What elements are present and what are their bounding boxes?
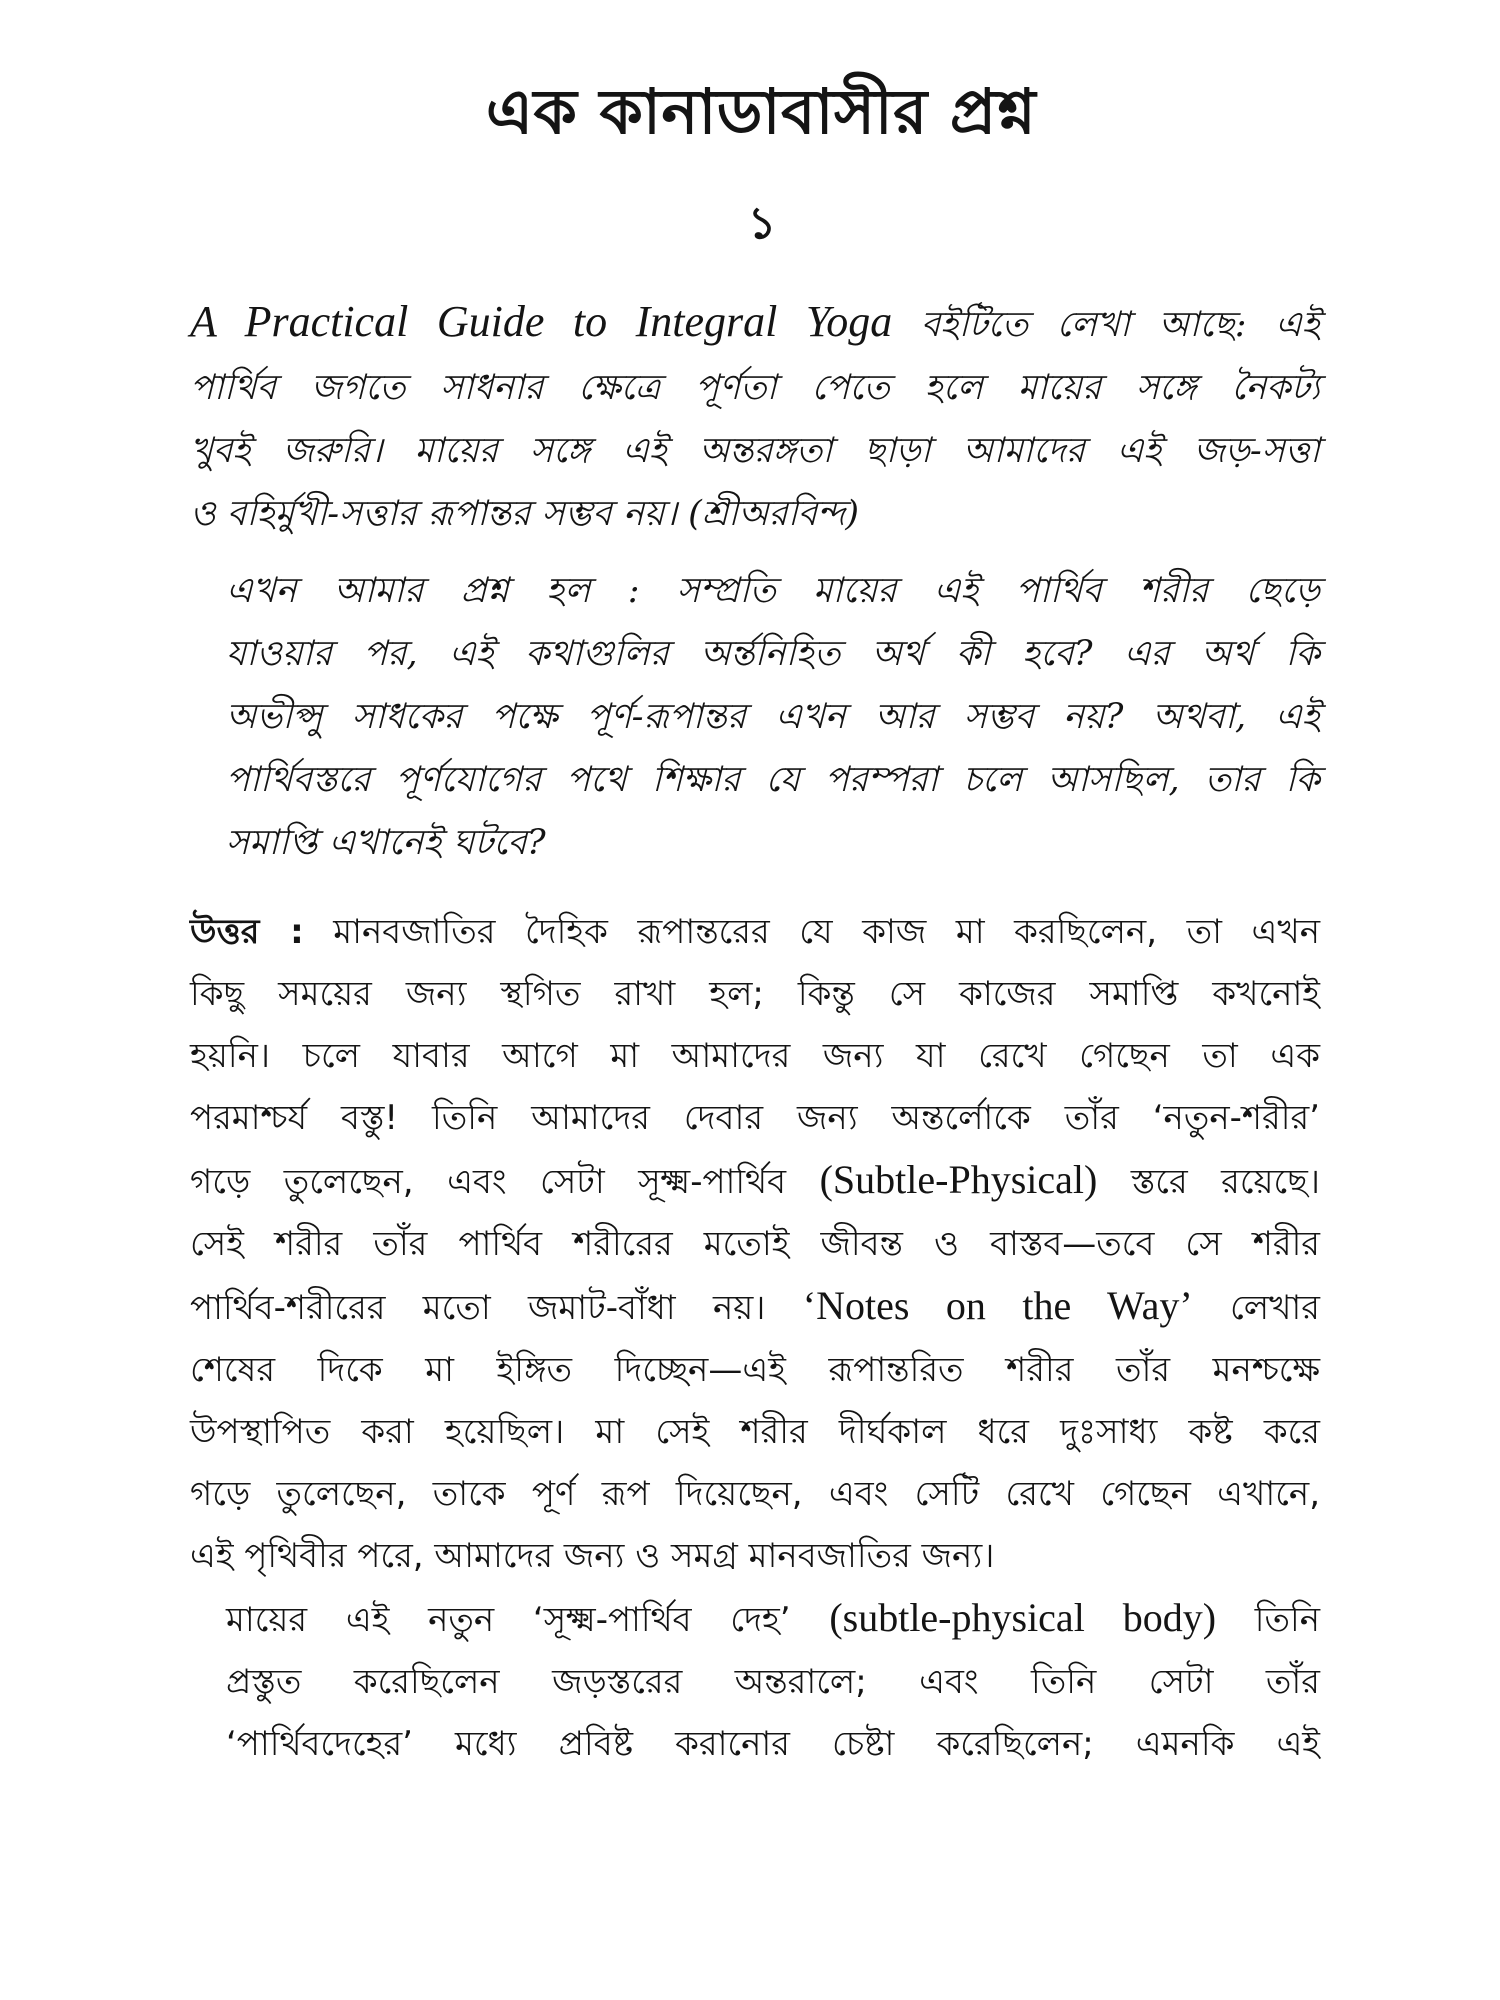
answer-line bbox=[190, 1587, 1320, 1651]
answer-line bbox=[190, 1275, 1320, 1339]
question-paragraph-1 bbox=[190, 290, 1320, 546]
answer-text: মানবজাতির দৈহিক রূপান্তরের যে কাজ মা করছিলেন, তা এখন bbox=[303, 912, 1320, 952]
question-line: এখন আমার প্রশ্ন হল : সম্প্রতি মায়ের এই পার্থিব শরীর ছেড়ে bbox=[226, 571, 1320, 611]
answer-label: উত্তর : bbox=[190, 912, 304, 952]
question-paragraph-2 bbox=[190, 560, 1320, 875]
english-book-title: ‘Notes on the Way’ bbox=[802, 1283, 1193, 1328]
answer-text: তিনি bbox=[1216, 1600, 1320, 1640]
answer-line: সেই শরীর তাঁর পার্থিব শরীরের মতোই জীবন্ত ও বাস্তব—তবে সে শরীর bbox=[190, 1224, 1320, 1264]
question-line: সমাপ্তি এখানেই ঘটবে? bbox=[226, 823, 546, 863]
question-line: অভীপ্সু সাধকের পক্ষে পূর্ণ-রূপান্তর এখন আর সম্ভব নয়? অথবা, এই bbox=[226, 697, 1320, 737]
section-number: ১ bbox=[747, 198, 777, 249]
book-title-english: A Practical Guide to Integral Yoga bbox=[190, 297, 893, 346]
answer-line: এই পৃথিবীর পরে, আমাদের জন্য ও সমগ্র মানবজাতির জন্য। bbox=[190, 1536, 995, 1576]
answer-line bbox=[190, 1149, 1320, 1213]
answer-line: শেষের দিকে মা ইঙ্গিত দিচ্ছেন—এই রূপান্তরিত শরীর তাঁর মনশ্চক্ষে bbox=[190, 1350, 1320, 1390]
english-term: (subtle-physical body) bbox=[829, 1595, 1217, 1640]
question-line: ও বহির্মুখী-সত্তার রূপান্তর সম্ভব নয়। (শ্রীঅরবিন্দ) bbox=[190, 494, 860, 534]
answer-text: স্তরে রয়েছে। bbox=[1097, 1162, 1320, 1202]
question-line: পার্থিবস্তরে পূর্ণযোগের পথে শিক্ষার যে পরম্পরা চলে আসছিল, তার কি bbox=[226, 760, 1320, 800]
answer-line: গড়ে তুলেছেন, তাকে পূর্ণ রূপ দিয়েছেন, এবং সেটি রেখে গেছেন এখানে, bbox=[190, 1474, 1320, 1514]
answer-line: পরমাশ্চর্য বস্তু! তিনি আমাদের দেবার জন্য অন্তর্লোকে তাঁর ‘নতুন-শরীর’ bbox=[190, 1098, 1320, 1138]
answer-text: গড়ে তুলেছেন, এবং সেটা সূক্ষ্ম-পার্থিব bbox=[190, 1162, 820, 1202]
answer-line: কিছু সময়ের জন্য স্থগিত রাখা হল; কিন্তু সে কাজের সমাপ্তি কখনোই bbox=[190, 974, 1320, 1014]
answer-text: মায়ের এই নতুন ‘সূক্ষ্ম-পার্থিব দেহ’ bbox=[226, 1600, 830, 1640]
answer-paragraph-1 bbox=[190, 901, 1320, 1587]
english-term: (Subtle-Physical) bbox=[819, 1157, 1098, 1202]
answer-line: উপস্থাপিত করা হয়েছিল। মা সেই শরীর দীর্ঘকাল ধরে দুঃসাধ্য কষ্ট করে bbox=[190, 1412, 1320, 1452]
answer-text: পার্থিব-শরীরের মতো জমাট-বাঁধা নয়। bbox=[190, 1288, 803, 1328]
answer-line: হয়নি। চলে যাবার আগে মা আমাদের জন্য যা রেখে গেছেন তা এক bbox=[190, 1036, 1320, 1076]
answer-text: লেখার bbox=[1192, 1288, 1320, 1328]
answer-line bbox=[190, 901, 1320, 963]
question-line bbox=[190, 290, 1320, 357]
question-text: বইটিতে লেখা আছে: এই bbox=[892, 305, 1320, 345]
question-line: যাওয়ার পর, এই কথাগুলির অর্ন্তনিহিত অর্থ কী হবে? এর অর্থ কি bbox=[226, 634, 1320, 674]
answer-line: ‘পার্থিবদেহের’ মধ্যে প্রবিষ্ট করানোর চেষ্টা করেছিলেন; এমনকি এই bbox=[226, 1724, 1320, 1764]
answer-paragraph-2 bbox=[190, 1587, 1320, 1775]
chapter-title: এক কানাডাবাসীর প্রশ্ন bbox=[485, 75, 1037, 148]
question-line: খুবই জরুরি। মায়ের সঙ্গে এই অন্তরঙ্গতা ছাড়া আমাদের এই জড়-সত্তা bbox=[190, 431, 1320, 471]
question-line: পার্থিব জগতে সাধনার ক্ষেত্রে পূর্ণতা পেতে হলে মায়ের সঙ্গে নৈকট্য bbox=[190, 368, 1320, 408]
answer-line: প্রস্তুত করেছিলেন জড়স্তরের অন্তরালে; এবং তিনি সেটা তাঁর bbox=[226, 1662, 1320, 1702]
